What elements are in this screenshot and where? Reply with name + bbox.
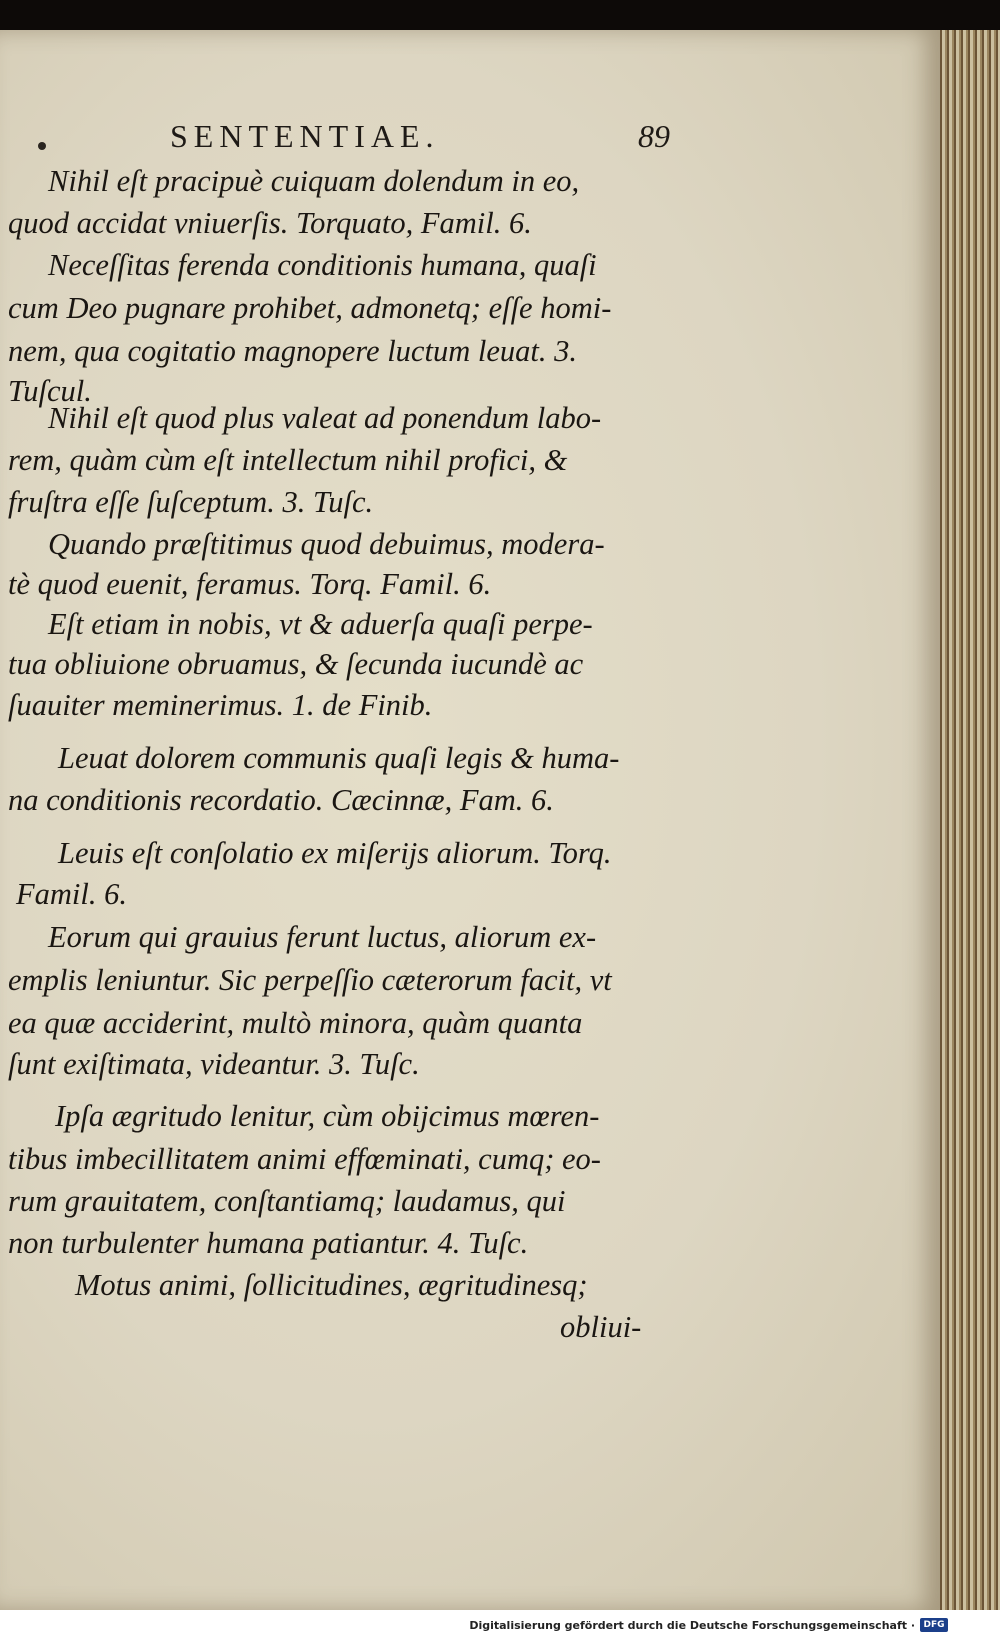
running-head-title: SENTENTIAE. [170,118,440,154]
text-line: quod accidat vniuerſis. Torquato, Famil. 6. [8,206,532,240]
footer-bar [0,1610,1000,1642]
page-number: 89 [638,118,670,154]
text-line: Nihil eſt pracipuè cuiquam dolendum in eo, [48,164,580,198]
text-line: non turbulenter humana patiantur. 4. Tuſc. [8,1226,529,1260]
text-line: tua obliuione obruamus, & ſecunda iucundè ac [8,647,584,681]
funding-credit: Digitalisierung gefördert durch die Deutsche Forschungsgemeinschaft · [469,1619,915,1632]
text-line: Tuſcul. [8,374,92,408]
text-line: ea quæ acciderint, multò minora, quàm quanta [8,1006,583,1040]
text-line: Eorum qui grauius ferunt luctus, aliorum ex- [48,920,597,954]
text-line: rem, quàm cùm eſt intellectum nihil profici, & [8,443,568,477]
text-line: rum grauitatem, conſtantiamq; laudamus, qui [8,1184,566,1218]
text-line: tibus imbecillitatem animi effœminati, cumq; eo- [8,1142,601,1176]
text-line: ſunt exiſtimata, videantur. 3. Tuſc. [8,1047,420,1081]
running-head [170,118,670,155]
text-line: nem, qua cogitatio magnopere luctum leuat. 3. [8,334,577,368]
text-line: Quando præſtitimus quod debuimus, modera- [48,527,605,561]
catchword: obliui- [560,1310,642,1344]
text-line: Neceſſitas ferenda conditionis humana, quaſi [48,248,597,282]
text-line: fruſtra eſſe ſuſceptum. 3. Tuſc. [8,485,374,519]
page-edges [940,30,1000,1610]
text-line: Leuis eſt conſolatio ex miſerijs aliorum. Torq. [58,836,612,870]
text-line: Eſt etiam in nobis, vt & aduerſa quaſi perpe- [48,607,593,641]
text-line: na conditionis recordatio. Cæcinnæ, Fam. 6. [8,783,554,817]
text-line: tè quod euenit, feramus. Torq. Famil. 6. [8,567,492,601]
text-line: emplis leniuntur. Sic perpeſſio cæterorum facit, vt [8,963,612,997]
text-line: ſuauiter meminerimus. 1. de Finib. [8,688,433,722]
text-line: cum Deo pugnare prohibet, admonetq; eſſe homi- [8,291,612,325]
text-line: Nihil eſt quod plus valeat ad ponendum labo- [48,401,602,435]
text-line: Famil. 6. [16,877,127,911]
text-line: Ipſa ægritudo lenitur, cùm obijcimus mœren- [55,1099,600,1133]
text-line: Motus animi, ſollicitudines, ægritudinesq; [75,1268,588,1302]
dfg-logo-icon: DFG [920,1618,948,1632]
ink-dot [38,142,46,150]
text-line: Leuat dolorem communis quaſi legis & huma- [58,741,620,775]
